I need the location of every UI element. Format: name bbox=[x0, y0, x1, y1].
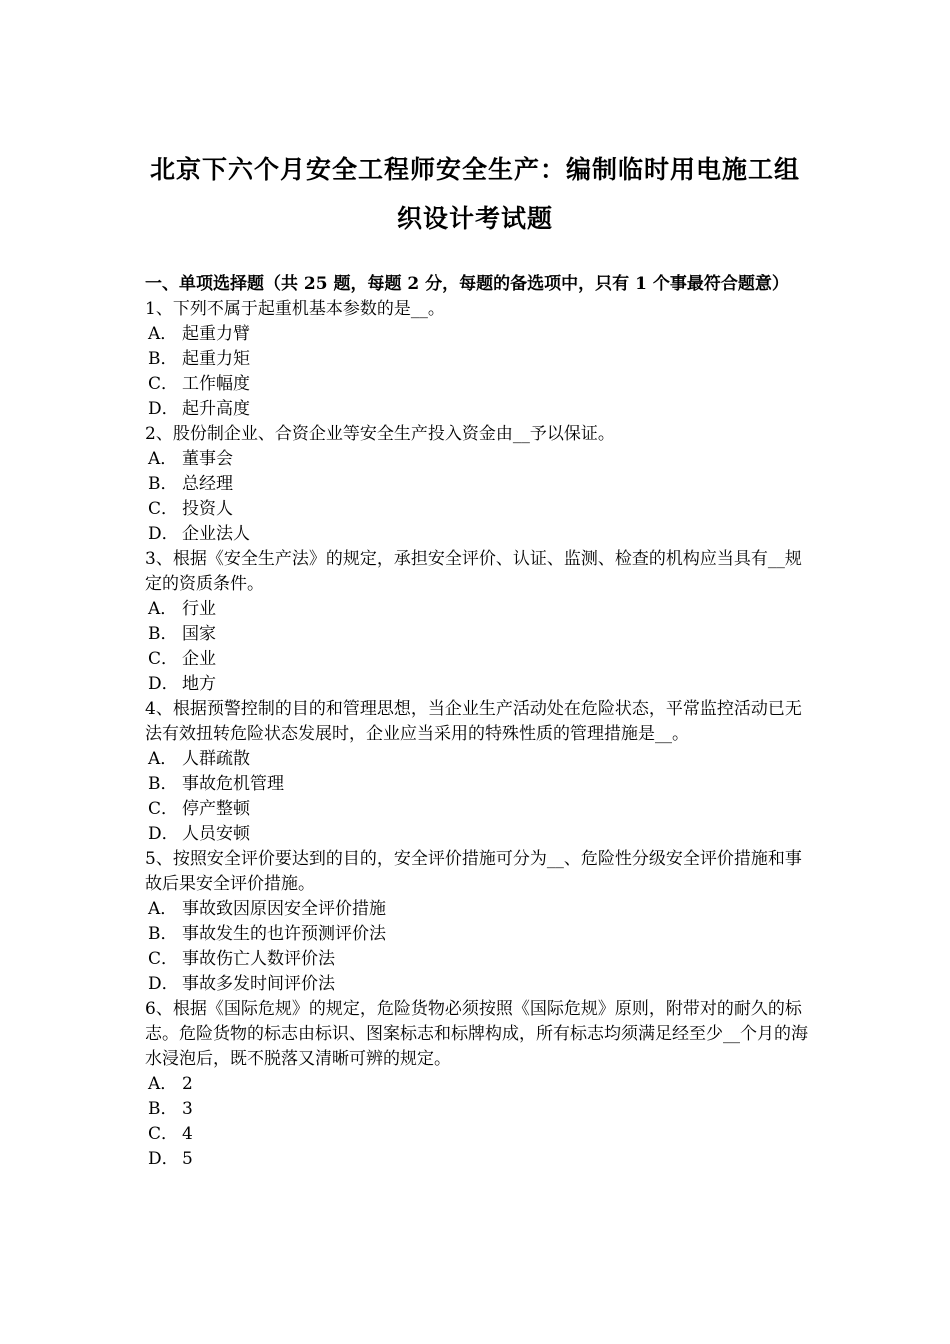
option-letter: D． bbox=[148, 674, 179, 694]
option-text: 停产整顿 bbox=[182, 799, 250, 819]
option-b bbox=[145, 472, 810, 497]
option-text: 地方 bbox=[182, 674, 216, 694]
option-c bbox=[145, 497, 810, 522]
option-b bbox=[145, 1097, 810, 1122]
option-d bbox=[145, 522, 810, 547]
option-text: 事故危机管理 bbox=[182, 774, 284, 794]
option-c bbox=[145, 1122, 810, 1147]
question-stem: 3、根据《安全生产法》的规定，承担安全评价、认证、监测、检查的机构应当具有__规定的资质条件。 bbox=[145, 549, 802, 594]
option-letter: C． bbox=[148, 499, 179, 519]
option-text: 企业法人 bbox=[182, 524, 250, 544]
option-text: 行业 bbox=[182, 599, 216, 619]
option-letter: C． bbox=[148, 1124, 179, 1144]
option-text: 起升高度 bbox=[182, 399, 250, 419]
option-letter: D． bbox=[148, 524, 179, 544]
option-b bbox=[145, 347, 810, 372]
option-b bbox=[145, 772, 810, 797]
option-a bbox=[145, 447, 810, 472]
option-letter: D． bbox=[148, 399, 179, 419]
option-letter: B． bbox=[148, 1099, 178, 1119]
option-text: 人员安顿 bbox=[182, 824, 250, 844]
option-text: 董事会 bbox=[182, 449, 233, 469]
option-letter: A． bbox=[148, 599, 178, 619]
option-letter: C． bbox=[148, 949, 179, 969]
option-d bbox=[145, 822, 810, 847]
section-heading: 一、单项选择题（共 25 题，每题 2 分，每题的备选项中，只有 1 个事最符合题意） bbox=[145, 274, 789, 294]
option-letter: D． bbox=[148, 824, 179, 844]
option-d bbox=[145, 672, 810, 697]
option-text: 起重力矩 bbox=[182, 349, 250, 369]
option-text: 总经理 bbox=[182, 474, 233, 494]
option-letter: B． bbox=[148, 624, 178, 644]
option-text: 投资人 bbox=[182, 499, 233, 519]
option-letter: A． bbox=[148, 449, 178, 469]
option-c bbox=[145, 947, 810, 972]
option-letter: A． bbox=[148, 1074, 178, 1094]
option-text: 人群疏散 bbox=[182, 749, 250, 769]
option-text: 事故发生的也许预测评价法 bbox=[182, 924, 386, 944]
document-body bbox=[145, 272, 810, 1172]
option-a bbox=[145, 597, 810, 622]
option-letter: A． bbox=[148, 324, 178, 344]
option-a bbox=[145, 897, 810, 922]
option-letter: D． bbox=[148, 974, 179, 994]
option-text: 事故伤亡人数评价法 bbox=[182, 949, 335, 969]
option-c bbox=[145, 372, 810, 397]
option-text: 工作幅度 bbox=[182, 374, 250, 394]
option-letter: C． bbox=[148, 374, 179, 394]
option-a bbox=[145, 747, 810, 772]
option-text: 事故致因原因安全评价措施 bbox=[182, 899, 386, 919]
question-5 bbox=[145, 847, 810, 997]
option-b bbox=[145, 622, 810, 647]
option-letter: D． bbox=[148, 1149, 179, 1169]
option-letter: A． bbox=[148, 749, 178, 769]
question-6 bbox=[145, 997, 810, 1172]
document-title-line-1: 北京下六个月安全工程师安全生产：编制临时用电施工组 bbox=[149, 155, 800, 184]
document-title-line-2: 织设计考试题 bbox=[396, 204, 553, 233]
option-letter: B． bbox=[148, 924, 178, 944]
option-letter: C． bbox=[148, 649, 179, 669]
question-stem: 6、根据《国际危规》的规定，危险货物必须按照《国际危规》原则，附带对的耐久的标志。危险货物的标志由标识、图案标志和标牌构成，所有标志均须满足经至少__个月的海水浸泡后，既不脱落又清晰可辨的规定。 bbox=[145, 999, 808, 1069]
option-text: 起重力臂 bbox=[182, 324, 250, 344]
option-a bbox=[145, 1072, 810, 1097]
option-b bbox=[145, 922, 810, 947]
option-letter: C． bbox=[148, 799, 179, 819]
option-text: 2 bbox=[182, 1074, 193, 1094]
option-a bbox=[145, 322, 810, 347]
question-2 bbox=[145, 422, 810, 547]
question-stem: 5、按照安全评价要达到的目的，安全评价措施可分为__、危险性分级安全评价措施和事故后果安全评价措施。 bbox=[145, 849, 802, 894]
option-c bbox=[145, 797, 810, 822]
option-d bbox=[145, 397, 810, 422]
question-3 bbox=[145, 547, 810, 697]
option-d bbox=[145, 972, 810, 997]
question-stem: 1、下列不属于起重机基本参数的是__。 bbox=[145, 299, 445, 319]
question-stem: 2、股份制企业、合资企业等安全生产投入资金由__予以保证。 bbox=[145, 424, 615, 444]
option-letter: B． bbox=[148, 774, 178, 794]
question-1 bbox=[145, 297, 810, 422]
option-text: 4 bbox=[182, 1124, 193, 1144]
option-text: 5 bbox=[182, 1149, 193, 1169]
option-text: 事故多发时间评价法 bbox=[182, 974, 335, 994]
question-stem: 4、根据预警控制的目的和管理思想，当企业生产活动处在危险状态，平常监控活动已无法有效扭转危险状态发展时，企业应当采用的特殊性质的管理措施是__。 bbox=[145, 699, 802, 744]
option-letter: B． bbox=[148, 474, 178, 494]
question-4 bbox=[145, 697, 810, 847]
option-c bbox=[145, 647, 810, 672]
option-text: 3 bbox=[182, 1099, 193, 1119]
option-text: 国家 bbox=[182, 624, 216, 644]
option-letter: A． bbox=[148, 899, 178, 919]
option-text: 企业 bbox=[182, 649, 216, 669]
option-d bbox=[145, 1147, 810, 1172]
option-letter: B． bbox=[148, 349, 178, 369]
